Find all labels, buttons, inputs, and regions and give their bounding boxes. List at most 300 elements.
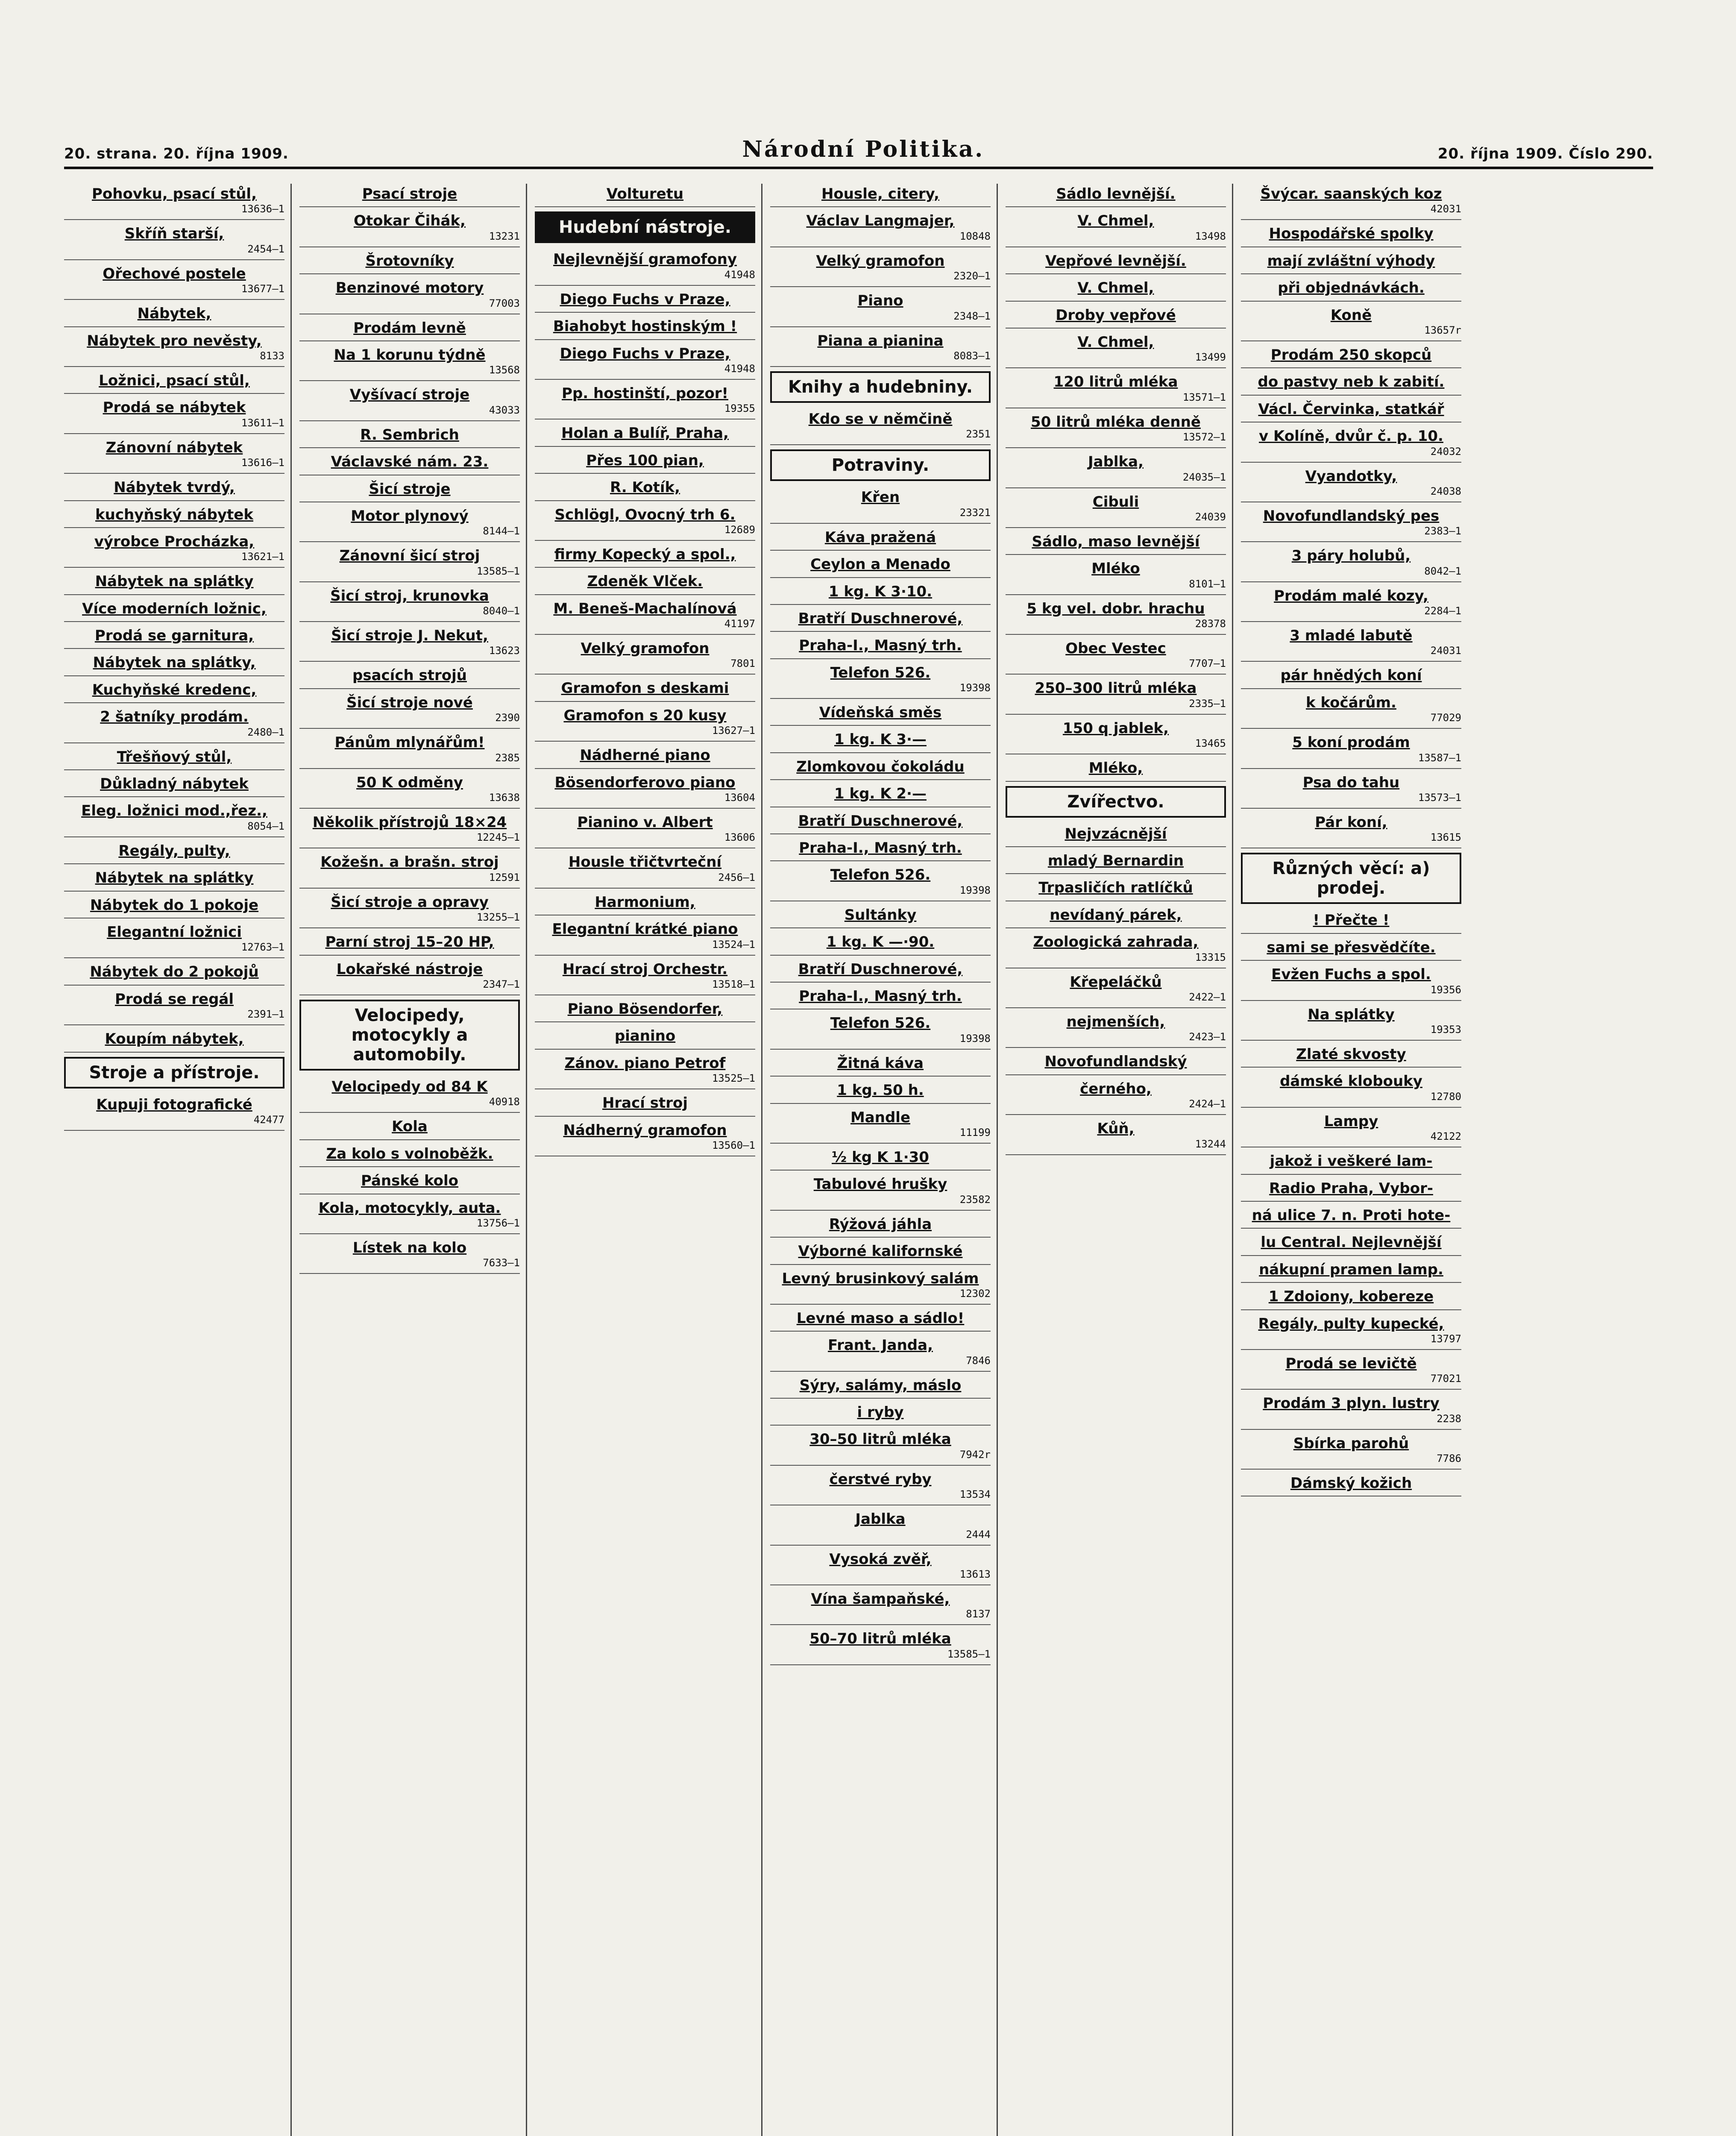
classified-ad [1006,1118,1226,1155]
ad-reference-number: 13616—1 [241,457,284,469]
ad-heading: Bösendorferovo piano [554,774,736,791]
ad-heading: Elegantní krátké piano [552,921,738,938]
classified-ad [1241,305,1461,341]
ad-heading: Ceylon a Menado [810,556,950,573]
ad-heading: Benzinové motory [335,279,484,297]
classified-ad [535,745,755,769]
ad-heading: ! Přečte ! [1313,912,1390,929]
classified-ad [1241,184,1461,220]
ad-heading: Švýcar. saanských koz [1260,185,1442,202]
ad-reference-number: 13244 [1195,1138,1226,1150]
classified-ad [770,1308,991,1332]
classified-ad [535,638,755,675]
classified-ad [1006,678,1226,714]
classified-ad [1241,345,1461,368]
ad-reference-number: 13615 [1430,831,1461,844]
ad-reference-number: 23321 [959,506,991,519]
ad-reference-number: 8137 [966,1608,991,1620]
classified-ad [1241,372,1461,395]
ad-heading: Nádherný gramofon [563,1121,727,1139]
ad-heading: Nábytek na splátky [95,573,254,590]
ad-reference-number: 19398 [959,1032,991,1045]
ad-heading: Praha-I., Masný trh. [799,987,962,1005]
ad-heading: 2 šatníky prodám. [100,708,249,726]
ad-reference-number: 2320—1 [953,270,991,282]
ad-reference-number: 13315 [1195,951,1226,963]
ad-heading: Frant. Janda, [828,1337,933,1354]
classified-ad [1241,426,1461,462]
ad-heading: Telefon 526. [830,866,931,884]
classified-ad [64,989,284,1025]
classified-ad [770,608,991,632]
classified-ad [535,999,755,1022]
classified-ad [535,892,755,915]
classified-ad [64,774,284,797]
ad-heading: Přes 100 pian, [586,452,704,469]
classified-ad [1006,492,1226,528]
classified-ad [1006,972,1226,1008]
ad-heading: Ořechové postele [103,265,246,282]
classified-ad [1006,452,1226,488]
ad-reference-number: 23582 [959,1193,991,1206]
ad-heading: Nejlevnější gramofony [553,251,737,268]
classified-ad [64,303,284,327]
ad-heading: M. Beneš-Machalínová [553,600,737,617]
ad-heading: nejmenších, [1066,1013,1165,1030]
classified-ad [299,452,520,475]
ad-reference-number: 2348—1 [953,310,991,322]
classified-ad [64,747,284,770]
section-banner: Hudební nástroje. [535,211,755,243]
classified-ad [64,184,284,220]
ad-heading: Eleg. ložnici mod.,řez., [81,802,267,820]
classified-ad [770,663,991,699]
ad-heading: Hrací stroj Orchestr. [562,960,728,978]
ad-reference-number: 19355 [724,402,755,415]
ad-reference-number: 13534 [959,1488,991,1501]
classified-ad [1006,211,1226,247]
ad-heading: mladý Bernardin [1047,852,1184,870]
ad-heading: Zánov. piano Petrof [564,1054,726,1072]
ad-heading: Pianino v. Albert [577,814,713,831]
ad-heading: Prodám 250 skopců [1270,346,1432,364]
classified-ad [535,678,755,701]
ad-heading: 50 K odměny [356,774,463,791]
ad-heading: Nádherné piano [580,747,710,764]
ad-heading: Několik přístrojů 18×24 [312,814,507,831]
ad-heading: Nejvzácnější [1064,825,1167,842]
ad-reference-number: 13571—1 [1182,391,1226,403]
classified-ad [770,1214,991,1238]
classified-ad [1006,531,1226,555]
ad-reference-number: 2351 [966,428,991,440]
ad-reference-number: 11199 [959,1126,991,1138]
classified-ad [299,384,520,421]
ad-heading: Zlaté skvosty [1296,1045,1406,1063]
column-2 [299,184,527,2136]
ad-reference-number: 13627—1 [712,725,755,737]
classified-ad [535,343,755,380]
classified-ad [299,665,520,689]
ad-heading: Psací stroje [362,185,457,202]
ad-heading: Evžen Fuchs a spol. [1271,966,1431,983]
classified-ad [770,838,991,861]
ad-reference-number: 19353 [1430,1023,1461,1036]
classified-ad [299,892,520,928]
ad-heading: firmy Kopecký a spol., [554,546,736,563]
ad-heading: Šrotovníky [365,252,454,270]
classified-ad [770,1080,991,1103]
classified-ad [770,1241,991,1265]
ad-reference-number: 2385 [495,751,520,764]
ad-heading: Vepřové levnější. [1045,252,1186,270]
ad-reference-number: 13756—1 [476,1217,520,1229]
classified-ad [1006,278,1226,301]
ad-heading: 1 kg. K 3·— [834,731,927,748]
classified-ad [1241,399,1461,423]
ad-reference-number: 2284—1 [1424,605,1461,617]
classified-ad [64,962,284,985]
classified-ad [770,932,991,955]
classified-ad [1241,223,1461,247]
ad-reference-number: 13585—1 [476,565,520,577]
ad-reference-number: 13498 [1195,230,1226,242]
ad-heading: Mandle [850,1109,911,1126]
classified-ad [1006,851,1226,874]
ad-reference-number: 24035—1 [1182,471,1226,483]
ad-reference-number: 13677—1 [241,283,284,295]
ad-reference-number: 8133 [260,349,284,362]
classified-ad [64,652,284,676]
column-1 [64,184,292,2136]
classified-ad [1241,1314,1461,1350]
ad-reference-number: 8083—1 [953,349,991,362]
classified-ad [535,571,755,595]
classified-ad [1006,1012,1226,1048]
classified-ad [770,251,991,287]
ad-heading: Schlögl, Ovocný trh 6. [554,506,736,523]
ad-reference-number: 41948 [724,362,755,375]
classified-ad [1006,251,1226,274]
ad-reference-number: 13587—1 [1418,751,1461,764]
column-6 [1241,184,1467,2136]
classified-ad [299,425,520,448]
classified-ad [535,812,755,848]
ad-reference-number: 13465 [1195,737,1226,750]
ad-reference-number: 13621—1 [241,551,284,563]
ad-heading: Telefon 526. [830,1015,931,1032]
ad-heading: ná ulice 7. n. Proti hote- [1252,1206,1451,1224]
ad-heading: jakož i veškeré lam- [1270,1153,1433,1170]
ad-reference-number: 10848 [959,230,991,242]
ad-heading: R. Sembrich [360,426,459,443]
classified-ad [299,345,520,381]
issue-number: 20. října 1909. Číslo 290. [1437,145,1653,162]
ad-reference-number: 2238 [1437,1412,1461,1425]
classified-ad [770,1013,991,1049]
classified-ad [1006,332,1226,368]
classified-ad [770,986,991,1009]
ad-heading: Václ. Červinka, statkář [1258,400,1444,418]
ad-heading: Skříň starší, [124,225,224,243]
ad-heading: Káva pražená [824,528,936,546]
ad-heading: Za kolo s volnoběžk. [326,1145,493,1162]
ad-heading: Hrací stroj [602,1094,688,1112]
ad-reference-number: 7942r [959,1448,991,1461]
ad-reference-number: 13606 [724,831,755,844]
ad-heading: mají zvláštní výhody [1267,252,1435,270]
ad-heading: Gramofon s 20 kusy [563,707,727,724]
classified-ad [770,1147,991,1171]
classified-ad [535,599,755,635]
classified-ad [770,331,991,367]
ad-heading: Pánům mlynářům! [334,734,485,751]
ad-heading: Elegantní ložnici [107,923,242,941]
ad-heading: Velký gramofon [581,640,710,657]
classified-ad [770,635,991,659]
ad-heading: Více moderních ložnic, [82,600,267,617]
ad-heading: Kola, motocykly, auta. [318,1199,501,1217]
classified-ad [535,772,755,809]
ad-reference-number: 2383—1 [1424,525,1461,537]
newspaper-title: Národní Politika. [742,136,985,162]
classified-ad [535,919,755,955]
classified-ad [770,959,991,983]
ad-heading: Na splátky [1308,1006,1395,1023]
classified-ad [770,527,991,551]
ad-heading: 5 koní prodám [1292,734,1410,751]
ad-reference-number: 2444 [966,1528,991,1540]
classified-ad [770,1549,991,1585]
ad-heading: Kůň, [1097,1120,1135,1138]
ad-heading: Sýry, salámy, máslo [799,1376,962,1394]
ad-heading: Výborné kalifornské [798,1243,963,1260]
ad-reference-number: 2454—1 [247,243,284,255]
classified-ad [535,249,755,285]
ad-reference-number: 8042—1 [1424,565,1461,577]
classified-ad [770,1469,991,1505]
ad-reference-number: 13568 [489,364,520,376]
classified-ad [535,316,755,340]
ad-heading: Prodá se levičtě [1285,1355,1417,1372]
ad-heading: Cibuli [1092,493,1139,511]
classified-ad [299,625,520,662]
ad-heading: Obec Vestec [1065,640,1166,657]
ad-heading: Sbírka parohů [1293,1435,1409,1452]
ad-reference-number: 13638 [489,792,520,804]
ad-heading: Velký gramofon [816,252,945,270]
ad-heading: Mléko, [1088,760,1143,777]
ad-columns [64,184,1653,2136]
classified-ad [64,841,284,864]
classified-ad [770,1402,991,1426]
ad-heading: Na 1 korunu týdně [334,346,486,364]
ad-heading: Žitná káva [837,1054,924,1072]
classified-ad [770,290,991,327]
ad-heading: Šicí stroje [369,480,451,498]
ad-heading: Prodá se nábytek [103,399,246,417]
classified-ad [64,922,284,958]
ad-heading: Koně [1330,306,1372,324]
ad-reference-number: 2391—1 [247,1008,284,1021]
classified-ad [1241,1004,1461,1041]
classified-ad [535,184,755,207]
classified-ad [299,184,520,207]
classified-ad [1241,812,1461,848]
classified-ad [299,546,520,582]
ad-reference-number: 2423—1 [1189,1031,1226,1043]
ad-reference-number: 8040—1 [483,605,520,617]
classified-ad [1241,1071,1461,1107]
classified-ad [1241,1353,1461,1390]
classified-ad [1241,1151,1461,1174]
ad-heading: Vyšívací stroje [349,386,470,404]
ad-reference-number: 13518—1 [712,978,755,990]
ad-reference-number: 8054—1 [247,820,284,832]
ad-heading: i ryby [857,1404,904,1421]
classified-ad [64,370,284,394]
ad-heading: Parní stroj 15–20 HP, [325,933,494,951]
ad-reference-number: 19398 [959,682,991,694]
ad-reference-number: 2335—1 [1189,697,1226,710]
ad-heading: 120 litrů mléka [1053,373,1178,391]
ad-reference-number: 13636—1 [241,203,284,215]
classified-ad [64,264,284,300]
ad-heading: Václav Langmajer, [806,212,955,230]
classified-ad [299,1198,520,1234]
ad-heading: Diego Fuchs v Praze, [560,290,730,308]
classified-ad [535,505,755,541]
classified-ad [299,506,520,542]
classified-ad [535,959,755,995]
ad-heading: Regály, pulty, [118,842,230,860]
ad-heading: nevídaný párek, [1050,906,1182,924]
ad-reference-number: 13585—1 [947,1648,991,1660]
ad-reference-number: 13499 [1195,351,1226,364]
ad-heading: Prodá se regál [114,990,234,1008]
ad-reference-number: 2390 [495,712,520,724]
ad-heading: kuchyňský nábytek [95,506,253,523]
ad-heading: Diego Fuchs v Praze, [560,345,730,362]
classified-ad [1006,412,1226,448]
classified-ad [770,1375,991,1399]
ad-heading: psacích strojů [352,667,467,684]
classified-ad [535,477,755,501]
classified-ad [299,1144,520,1167]
ad-reference-number: 13560—1 [712,1139,755,1151]
ad-heading: Zlomkovou čokoládu [796,758,965,775]
classified-ad [1241,964,1461,1001]
ad-reference-number: 7801 [730,657,755,670]
classified-ad [1241,665,1461,689]
classified-ad [770,1589,991,1625]
classified-ad [535,852,755,888]
ad-heading: Vysoká zvěř, [829,1550,932,1568]
ad-heading: Lístek na kolo [352,1239,467,1256]
ad-heading: Prodám 3 plyn. lustry [1263,1395,1440,1412]
ad-reference-number: 41948 [724,268,755,281]
ad-heading: Jablka [855,1511,906,1528]
ad-heading: Bratří Duschnerové, [798,960,963,978]
ad-heading: 30–50 litrů mléka [809,1431,951,1448]
ad-heading: Šicí stroj, krunovka [330,587,489,604]
classified-ad [1006,932,1226,968]
ad-heading: Pánské kolo [361,1172,459,1190]
ad-heading: Zánovní šicí stroj [339,547,480,565]
ad-reference-number: 13255—1 [476,911,520,924]
ad-heading: Křen [861,489,900,506]
classified-ad [1241,1178,1461,1202]
classified-ad [1241,937,1461,961]
ad-heading: 1 kg. K 3·10. [828,583,933,600]
classified-ad [1006,184,1226,207]
ad-heading: čerstvé ryby [829,1470,932,1488]
ad-reference-number: 19356 [1430,983,1461,996]
classified-ad [64,599,284,622]
classified-ad [64,1029,284,1052]
classified-ad [1241,1205,1461,1229]
ad-reference-number: 77021 [1430,1373,1461,1385]
section-banner: Různých věcí: a) prodej. [1241,853,1461,904]
ad-heading: sami se přesvědčíte. [1267,939,1436,956]
ad-heading: Volturetu [606,185,684,202]
ad-heading: nákupní pramen lamp. [1259,1261,1443,1278]
classified-ad [770,1628,991,1665]
ad-heading: Tabulové hrušky [813,1176,947,1193]
ad-reference-number: 7633—1 [483,1257,520,1269]
classified-ad [770,1429,991,1465]
classified-ad [535,289,755,313]
classified-ad [1241,251,1461,274]
ad-heading: Gramofon s deskami [561,680,729,697]
section-banner: Zvířectvo. [1006,786,1226,818]
classified-ad [1241,506,1461,542]
classified-ad [64,895,284,918]
classified-ad [770,1174,991,1210]
ad-reference-number: 13525—1 [712,1072,755,1085]
ad-heading: Kupuji fotografické [96,1096,252,1113]
classified-ad [1006,599,1226,635]
ad-heading: při objednávkách. [1278,279,1425,297]
classified-ad [1241,692,1461,729]
classified-ad [299,211,520,247]
classified-ad [64,331,284,367]
ad-heading: Zánovní nábytek [106,439,243,456]
classified-ad [299,1171,520,1194]
classified-ad [770,581,991,605]
classified-ad [64,223,284,260]
column-3 [535,184,762,2136]
classified-ad [770,729,991,753]
classified-ad [1241,1259,1461,1283]
ad-heading: 1 kg. K —·90. [826,933,935,951]
classified-ad [299,479,520,502]
ad-heading: pár hnědých koní [1280,667,1422,684]
ad-heading: Psa do tahu [1302,774,1400,791]
classified-ad [770,1509,991,1545]
ad-heading: Sádlo levnější. [1056,185,1176,202]
ad-heading: Prodá se garnitura, [94,627,254,645]
ad-heading: Motor plynový [351,507,469,525]
classified-ad [299,959,520,995]
ad-reference-number: 77003 [489,297,520,309]
ad-heading: 50 litrů mléka denně [1031,413,1201,431]
ad-heading: Kuchyňské kredenc, [92,681,257,698]
ad-heading: V. Chmel, [1077,333,1154,351]
classified-ad [1241,1232,1461,1256]
classified-ad [770,1107,991,1144]
classified-ad [1006,558,1226,595]
